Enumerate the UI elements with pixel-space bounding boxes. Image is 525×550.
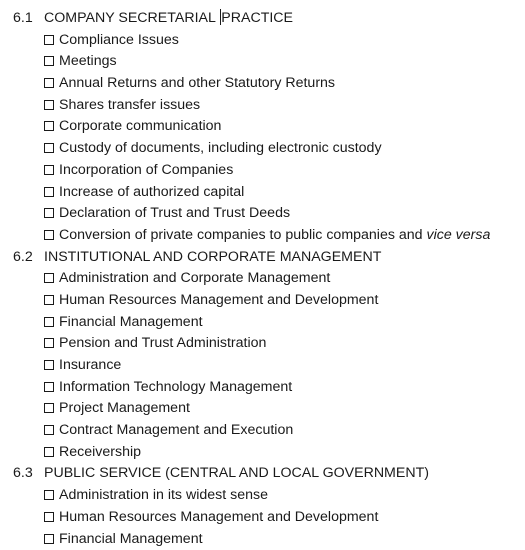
checkbox-icon bbox=[44, 56, 54, 66]
section-heading-6-1 bbox=[0, 8, 525, 30]
checkbox-icon bbox=[44, 382, 54, 392]
list-item-label: Incorporation of Companies bbox=[59, 162, 233, 178]
list-item-label: Administration in its widest sense bbox=[59, 487, 268, 503]
list-item bbox=[0, 398, 525, 420]
list-item bbox=[0, 51, 525, 73]
list-item bbox=[0, 420, 525, 442]
list-item-label: Annual Returns and other Statutory Returns bbox=[59, 75, 335, 91]
list-item-label: Contract Management and Execution bbox=[59, 422, 293, 438]
section-number: 6.1 bbox=[13, 8, 33, 30]
checkbox-icon bbox=[44, 143, 54, 153]
list-item-label: Financial Management bbox=[59, 314, 203, 330]
checkbox-icon bbox=[44, 425, 54, 435]
list-item bbox=[0, 507, 525, 529]
list-item-label: Compliance Issues bbox=[59, 32, 179, 48]
section-heading-6-2 bbox=[0, 247, 525, 269]
checkbox-icon bbox=[44, 208, 54, 218]
list-item bbox=[0, 203, 525, 225]
list-item bbox=[0, 182, 525, 204]
section-title-part-1: COMPANY SECRETARIAL bbox=[44, 10, 219, 26]
checkbox-icon bbox=[44, 360, 54, 370]
checkbox-icon bbox=[44, 317, 54, 327]
list-item-label: Pension and Trust Administration bbox=[59, 335, 266, 351]
checkbox-icon bbox=[44, 100, 54, 110]
list-item bbox=[0, 312, 525, 334]
list-item-label: Corporate communication bbox=[59, 118, 221, 134]
list-item bbox=[0, 138, 525, 160]
list-item-label: Receivership bbox=[59, 444, 141, 460]
checkbox-icon bbox=[44, 165, 54, 175]
list-item-italic-label: vice versa bbox=[427, 227, 491, 243]
checkbox-icon bbox=[44, 273, 54, 283]
checkbox-icon bbox=[44, 338, 54, 348]
list-item-label: Financial Management bbox=[59, 531, 203, 547]
list-item bbox=[0, 485, 525, 507]
list-item-label: Project Management bbox=[59, 400, 190, 416]
list-item bbox=[0, 268, 525, 290]
list-item bbox=[0, 73, 525, 95]
list-item-label: Shares transfer issues bbox=[59, 97, 200, 113]
section-title: PUBLIC SERVICE (CENTRAL AND LOCAL GOVERNMENT) bbox=[44, 463, 429, 485]
checkbox-icon bbox=[44, 35, 54, 45]
list-item-label: Information Technology Management bbox=[59, 379, 292, 395]
checkbox-icon bbox=[44, 490, 54, 500]
checkbox-icon bbox=[44, 447, 54, 457]
document-body bbox=[0, 8, 525, 550]
checkbox-icon bbox=[44, 230, 54, 240]
section-number: 6.3 bbox=[13, 463, 33, 485]
checkbox-icon bbox=[44, 512, 54, 522]
list-item-label: Meetings bbox=[59, 53, 117, 69]
list-item-label: Declaration of Trust and Trust Deeds bbox=[59, 205, 290, 221]
list-item-label: Custody of documents, including electronic custody bbox=[59, 140, 382, 156]
checkbox-icon bbox=[44, 187, 54, 197]
list-item bbox=[0, 30, 525, 52]
list-item bbox=[0, 377, 525, 399]
checkbox-icon bbox=[44, 403, 54, 413]
list-item-label: Increase of authorized capital bbox=[59, 184, 244, 200]
list-item bbox=[0, 160, 525, 182]
list-item-label: Human Resources Management and Development bbox=[59, 509, 378, 525]
section-title: INSTITUTIONAL AND CORPORATE MANAGEMENT bbox=[44, 247, 381, 269]
checkbox-icon bbox=[44, 78, 54, 88]
list-item-label: Conversion of private companies to public companies and bbox=[59, 227, 427, 243]
section-heading-6-3 bbox=[0, 463, 525, 485]
list-item bbox=[0, 333, 525, 355]
checkbox-icon bbox=[44, 295, 54, 305]
checkbox-icon bbox=[44, 121, 54, 131]
list-item bbox=[0, 290, 525, 312]
list-item bbox=[0, 95, 525, 117]
list-item bbox=[0, 355, 525, 377]
section-title-part-2: PRACTICE bbox=[221, 10, 293, 26]
section-title[interactable] bbox=[44, 8, 293, 30]
list-item-label: Insurance bbox=[59, 357, 121, 373]
checkbox-icon bbox=[44, 534, 54, 544]
list-item bbox=[0, 116, 525, 138]
list-item-label: Administration and Corporate Management bbox=[59, 270, 330, 286]
list-item bbox=[0, 529, 525, 550]
list-item-label: Human Resources Management and Development bbox=[59, 292, 378, 308]
list-item bbox=[0, 442, 525, 464]
list-item bbox=[0, 225, 525, 247]
section-number: 6.2 bbox=[13, 247, 33, 269]
